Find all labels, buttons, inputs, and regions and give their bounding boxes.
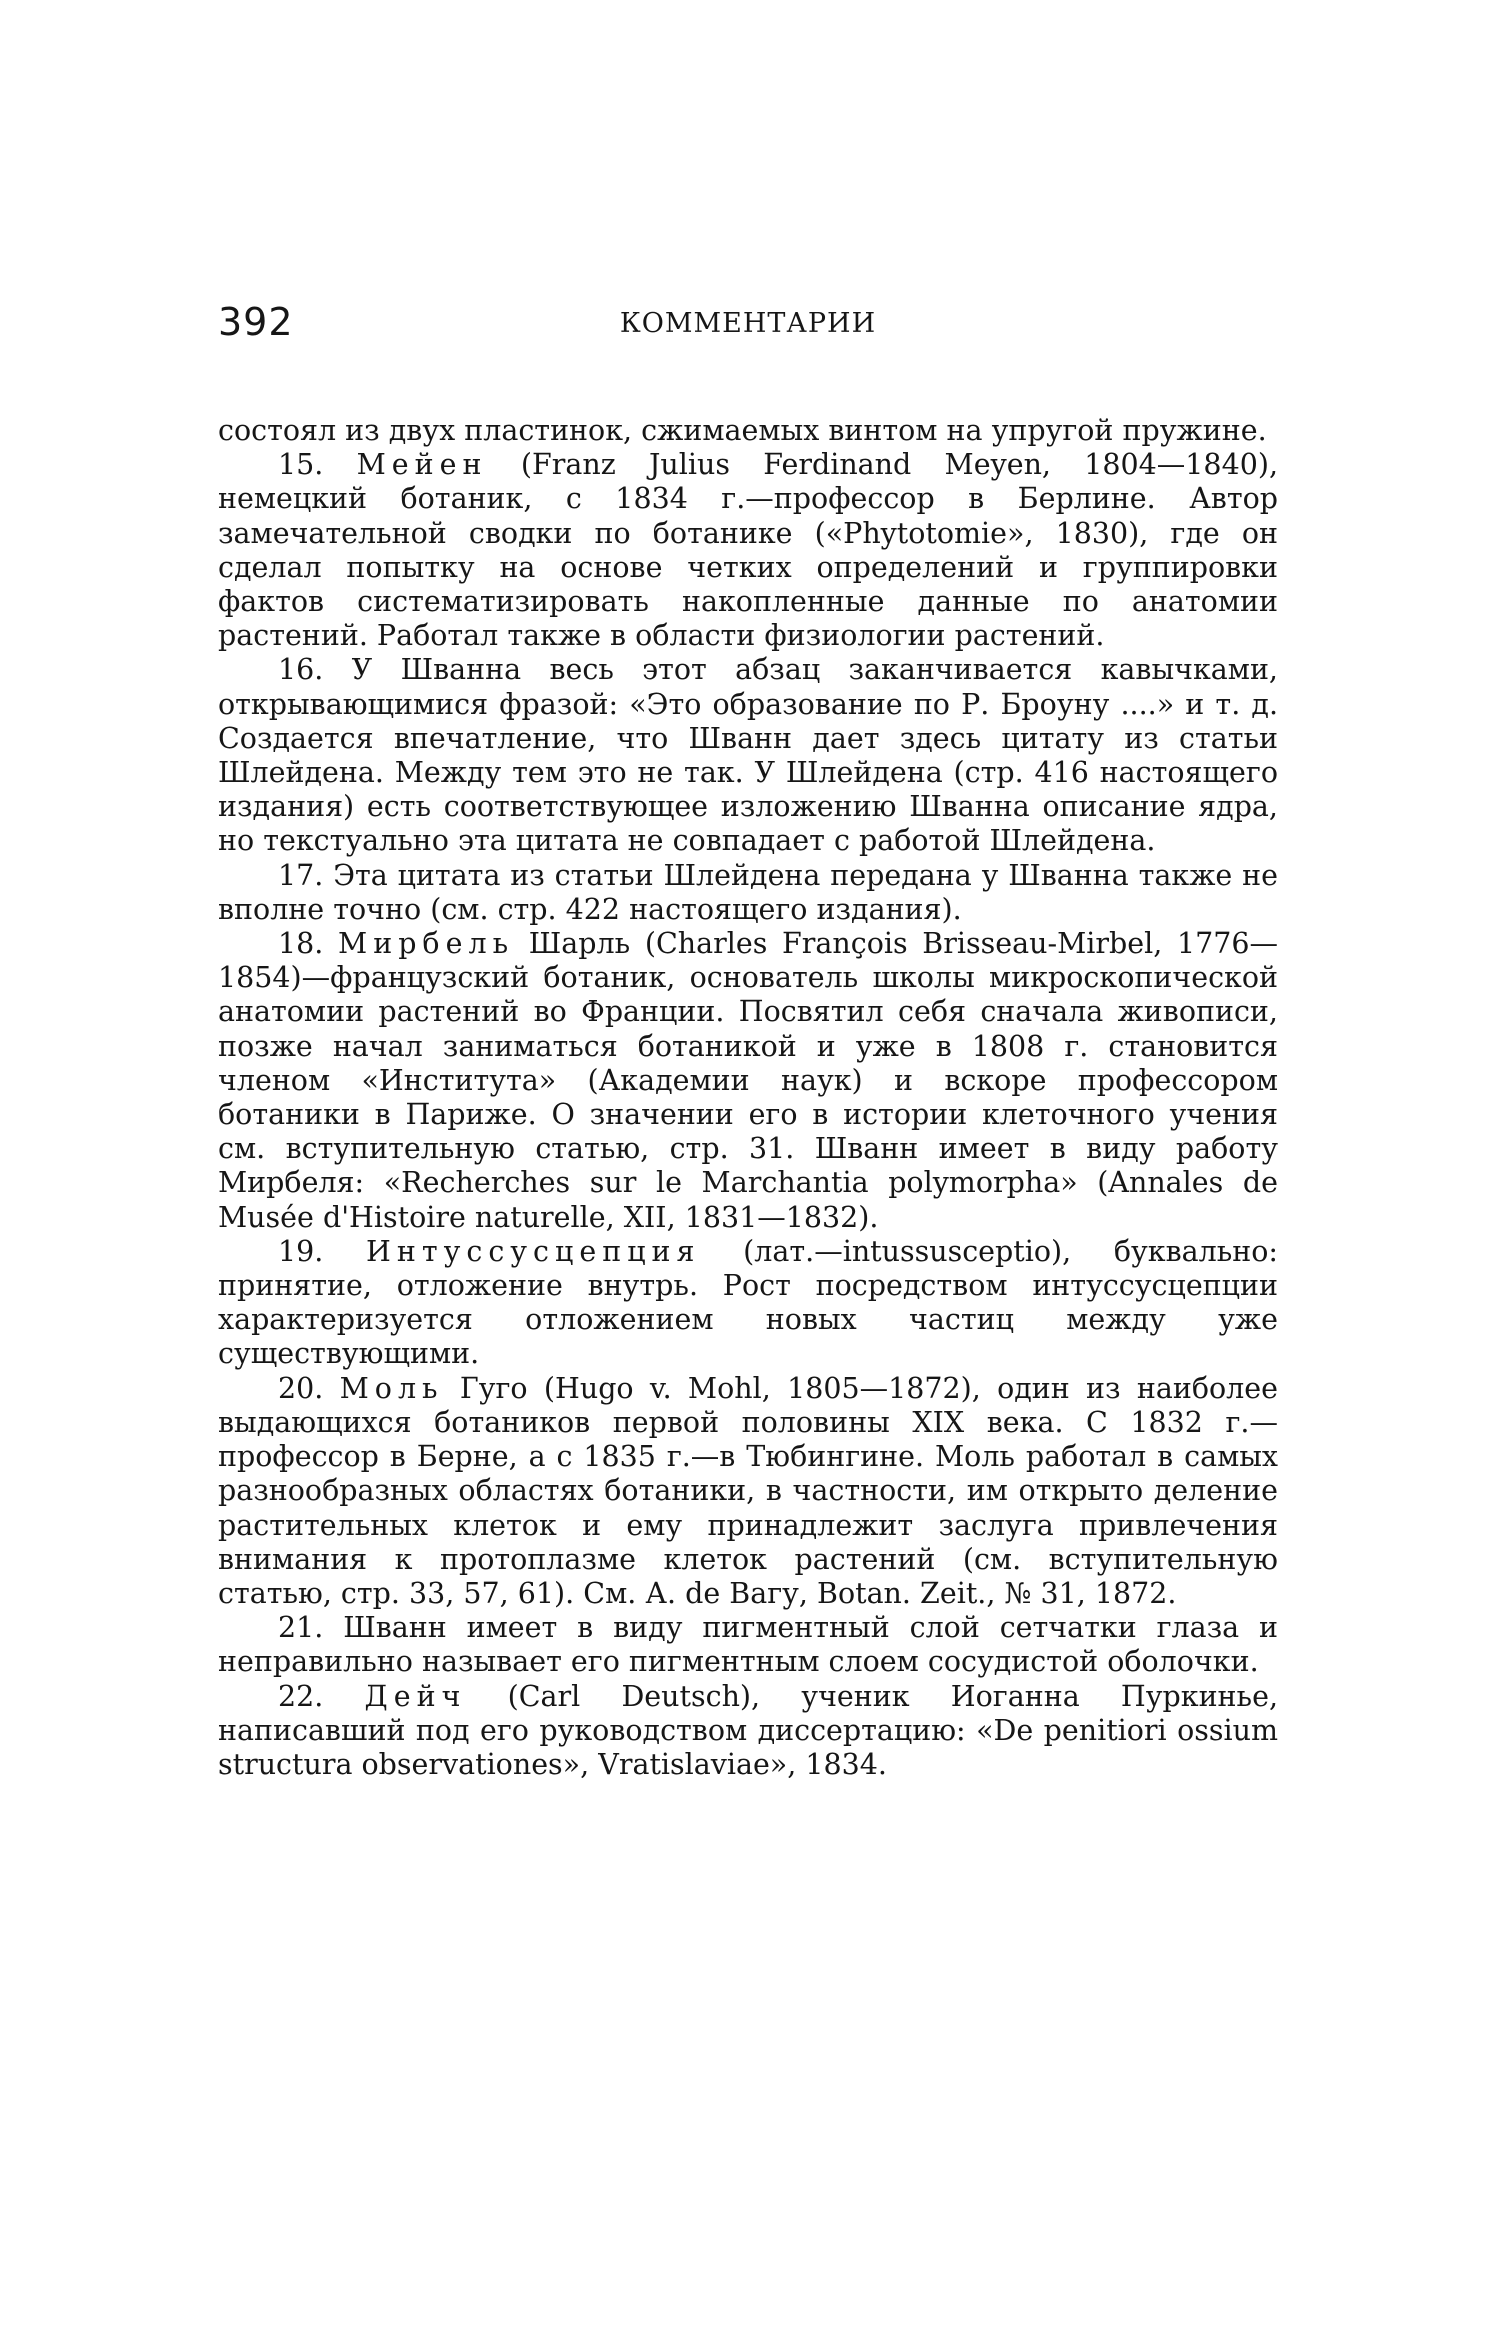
note-number: 20. <box>278 1371 324 1405</box>
note-18 <box>218 927 1278 1235</box>
note-name: Интуссусцепция <box>365 1234 701 1268</box>
note-text: Гуго (Hugo v. Mohl, 1805—1872), один из наиболее выдающихся ботаников первой половины XIX века. С 1832 г.—профессор в Берне, а с 1835 г.—в Тюбингине. Моль работал в самых разнообразных областях ботаники, в частности, им открыто деление растительных клеток и ему принадлежит заслуга привлечения внимания к протоплазме клеток растений (см. вступительную статью, стр. 33, 57, 61). См. А. de Вагу, Botan. Zeit., № 31, 1872. <box>218 1371 1279 1610</box>
note-name: Мирбель <box>338 927 515 961</box>
note-text: (лат.—intussusceptio), буквально: принятие, отложение внутрь. Рост посредством интуссусцепции характеризуется отложением новых частиц между уже существующими. <box>218 1234 1279 1371</box>
note-text: Шванн имеет в виду пигментный слой сетчатки глаза и неправильно называет его пигментным слоем сосудистой оболочки. <box>218 1611 1279 1679</box>
running-head <box>218 300 1278 360</box>
note-number: 18. <box>278 927 324 961</box>
note-17 <box>218 859 1278 927</box>
note-22 <box>218 1680 1278 1783</box>
note-text: (Franz Julius Ferdinand Meyen, 1804—1840), немецкий ботаник, с 1834 г.—профессор в Берлине. Автор замечательной сводки по ботанике («Phytotomie», 1830), где он сделал попытку на основе четких определений и группировки фактов систематизировать накопленные данные по анатомии растений. Работал также в области физиологии растений. <box>218 448 1279 653</box>
note-15 <box>218 448 1278 653</box>
note-number: 19. <box>278 1234 324 1268</box>
document-page <box>218 300 1278 1782</box>
note-text: У Шванна весь этот абзац заканчивается кавычками, открывающимися фразой: «Это образование по Р. Броуну ....» и т. д. Создается впечатление, что Шванн дает здесь цитату из статьи Шлейдена. Между тем это не так. У Шлейдена (стр. 416 настоящего издания) есть соответствующее изложению Шванна описание ядра, но текстуально эта цитата не совпадает с работой Шлейдена. <box>218 653 1278 858</box>
note-16 <box>218 653 1278 858</box>
note-number: 21. <box>278 1611 324 1645</box>
note-name: Дейч <box>364 1679 467 1713</box>
section-title: КОММЕНТАРИИ <box>619 308 877 339</box>
note-number: 16. <box>278 653 324 687</box>
note-text: Шарль (Charles François Brisseau-Mirbel, 1776—1854)—французский ботаник, основатель школы микроскопической анатомии растений во Франции. Посвятил себя сначала живописи, позже начал заниматься ботаникой и уже в 1808 г. становится членом «Института» (Академии наук) и вскоре профессором ботаники в Париже. О значении его в истории клеточного учения см. вступительную статью, стр. 31. Шванн имеет в виду работу Мирбеля: «Recherches sur le Marchantia polymorpha» (Annales de Musée d'Histoire naturelle, XII, 1831—1832). <box>218 927 1278 1234</box>
note-number: 22. <box>278 1679 324 1713</box>
note-20 <box>218 1372 1278 1611</box>
note-name: Моль <box>339 1371 444 1405</box>
continuation-paragraph: состоял из двух пластинок, сжимаемых винтом на упругой пружине. <box>218 414 1267 447</box>
note-text: Эта цитата из статьи Шлейдена передана у Шванна также не вполне точно (см. стр. 422 настоящего издания). <box>218 858 1278 926</box>
note-21 <box>218 1611 1278 1679</box>
body-text <box>218 414 1278 1782</box>
note-text: (Carl Deutsch), ученик Иоганна Пуркинье, написавший под его руководством диссертацию: «De penitiori ossium structura observationes», Vratislaviae», 1834. <box>218 1679 1278 1781</box>
note-name: Мейен <box>356 448 488 482</box>
note-number: 17. <box>278 858 324 892</box>
page-number: 392 <box>218 300 294 344</box>
note-number: 15. <box>278 448 324 482</box>
note-19 <box>218 1235 1278 1372</box>
